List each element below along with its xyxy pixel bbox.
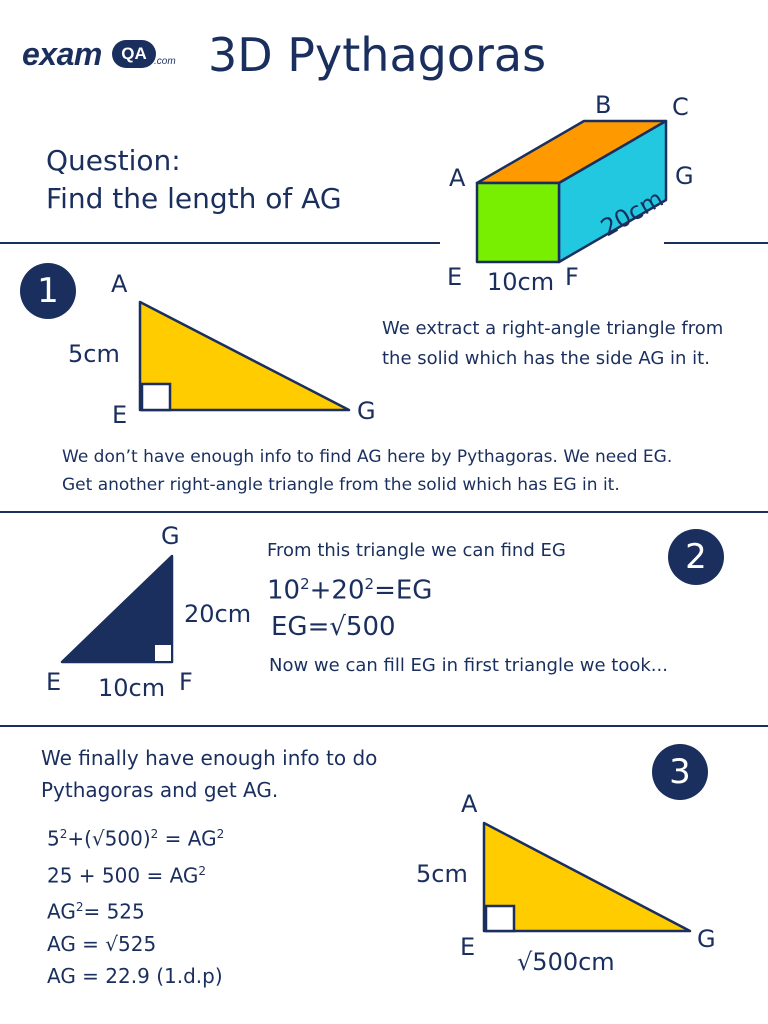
right-angle-marker-3 [486,906,514,931]
step2-outro: Now we can fill EG in first triangle we took... [269,655,668,676]
step2-label-e: E [46,668,62,696]
step3-label-e: E [460,933,476,961]
step2-eq1-a: 10 [267,575,301,606]
w2a: 25 + 500 = AG [47,863,199,888]
w1a: 5 [47,826,60,851]
w1b: +(√500) [67,826,151,851]
step1-explanation-line1: We extract a right-angle triangle from [382,318,724,339]
step3-intro-line2: Pythagoras and get AG. [41,778,279,802]
logo-suffix: .com [154,56,176,67]
step2-label-f: F [179,668,193,696]
step3-intro-line1: We finally have enough info to do [41,746,378,770]
triangle-aeg-1 [140,302,349,410]
step3-working [47,818,224,992]
step2-eq1-c: =EG [374,575,433,606]
step2-vertical-label: 20cm [184,600,252,628]
divider-middle [0,511,768,513]
step3-label-g: G [697,925,716,953]
w2s: 2 [198,863,207,878]
step1-label-a: A [111,270,128,298]
right-angle-marker-2 [154,644,172,662]
page-title: 3D Pythagoras [208,28,547,82]
w1s1: 2 [59,827,68,841]
step1-note-line2: Get another right-angle triangle from the solid which has EG in it. [62,475,620,495]
logo-text: exam [22,36,102,72]
step2-base-label: 10cm [98,674,166,702]
step3-work-line2 [47,855,224,892]
right-angle-marker-1 [142,384,170,410]
divider-bottom [0,725,768,727]
cuboid-width-label: 10cm [487,268,555,296]
w1s3: 2 [216,827,225,841]
step1-label-g: G [357,397,376,425]
cuboid-label-f: F [565,263,579,291]
question-heading: Question: [46,144,181,177]
step2-equation-2: EG=√500 [271,612,396,642]
step1-explanation-line2: the solid which has the side AG in it. [382,348,710,369]
step3-side-label: 5cm [416,860,468,888]
step3-work-line5: AG = 22.9 (1.d.p) [47,963,223,988]
cuboid-label-a: A [449,164,466,192]
cuboid-front-face [477,183,559,262]
step3-intro [41,742,377,806]
step3-base-label: √500cm [517,948,615,976]
step1-side-label: 5cm [68,340,120,368]
cuboid-label-e: E [447,263,463,291]
step2-eq1-sup2: 2 [364,575,375,593]
w1s2: 2 [150,827,159,841]
question-text: Find the length of AG [46,182,342,215]
divider-top-left [0,242,440,244]
step2-intro: From this triangle we can find EG [267,540,566,561]
cuboid-label-b: B [595,91,612,119]
step-2-badge: 2 [668,529,724,585]
cuboid-label-g: G [675,162,694,190]
cuboid-depth-label: 20cm [596,184,669,243]
step1-note [62,443,672,499]
cuboid-label-c: C [672,93,689,121]
step3-work-line1 [47,818,224,855]
w3b: = 525 [83,899,145,924]
step1-note-line1: We don’t have enough info to find AG here by Pythagoras. We need EG. [62,447,673,467]
step2-equation-1 [267,575,432,606]
step-1-badge: 1 [20,263,76,319]
w3s: 2 [75,900,84,915]
step-3-badge: 3 [652,744,708,800]
w1c: = AG [158,826,217,851]
step2-eq1-sup1: 2 [300,575,310,593]
step1-label-e: E [112,401,128,429]
step2-eq1-b: +20 [309,575,365,606]
divider-top-right [664,242,768,244]
step3-label-a: A [461,790,478,818]
step3-work-line4: AG = √525 [47,931,157,956]
step3-work-line3 [47,891,224,928]
logo-badge: QA [112,40,156,68]
w3a: AG [47,899,76,924]
step2-label-g: G [161,522,180,550]
step1-explanation [382,314,723,374]
